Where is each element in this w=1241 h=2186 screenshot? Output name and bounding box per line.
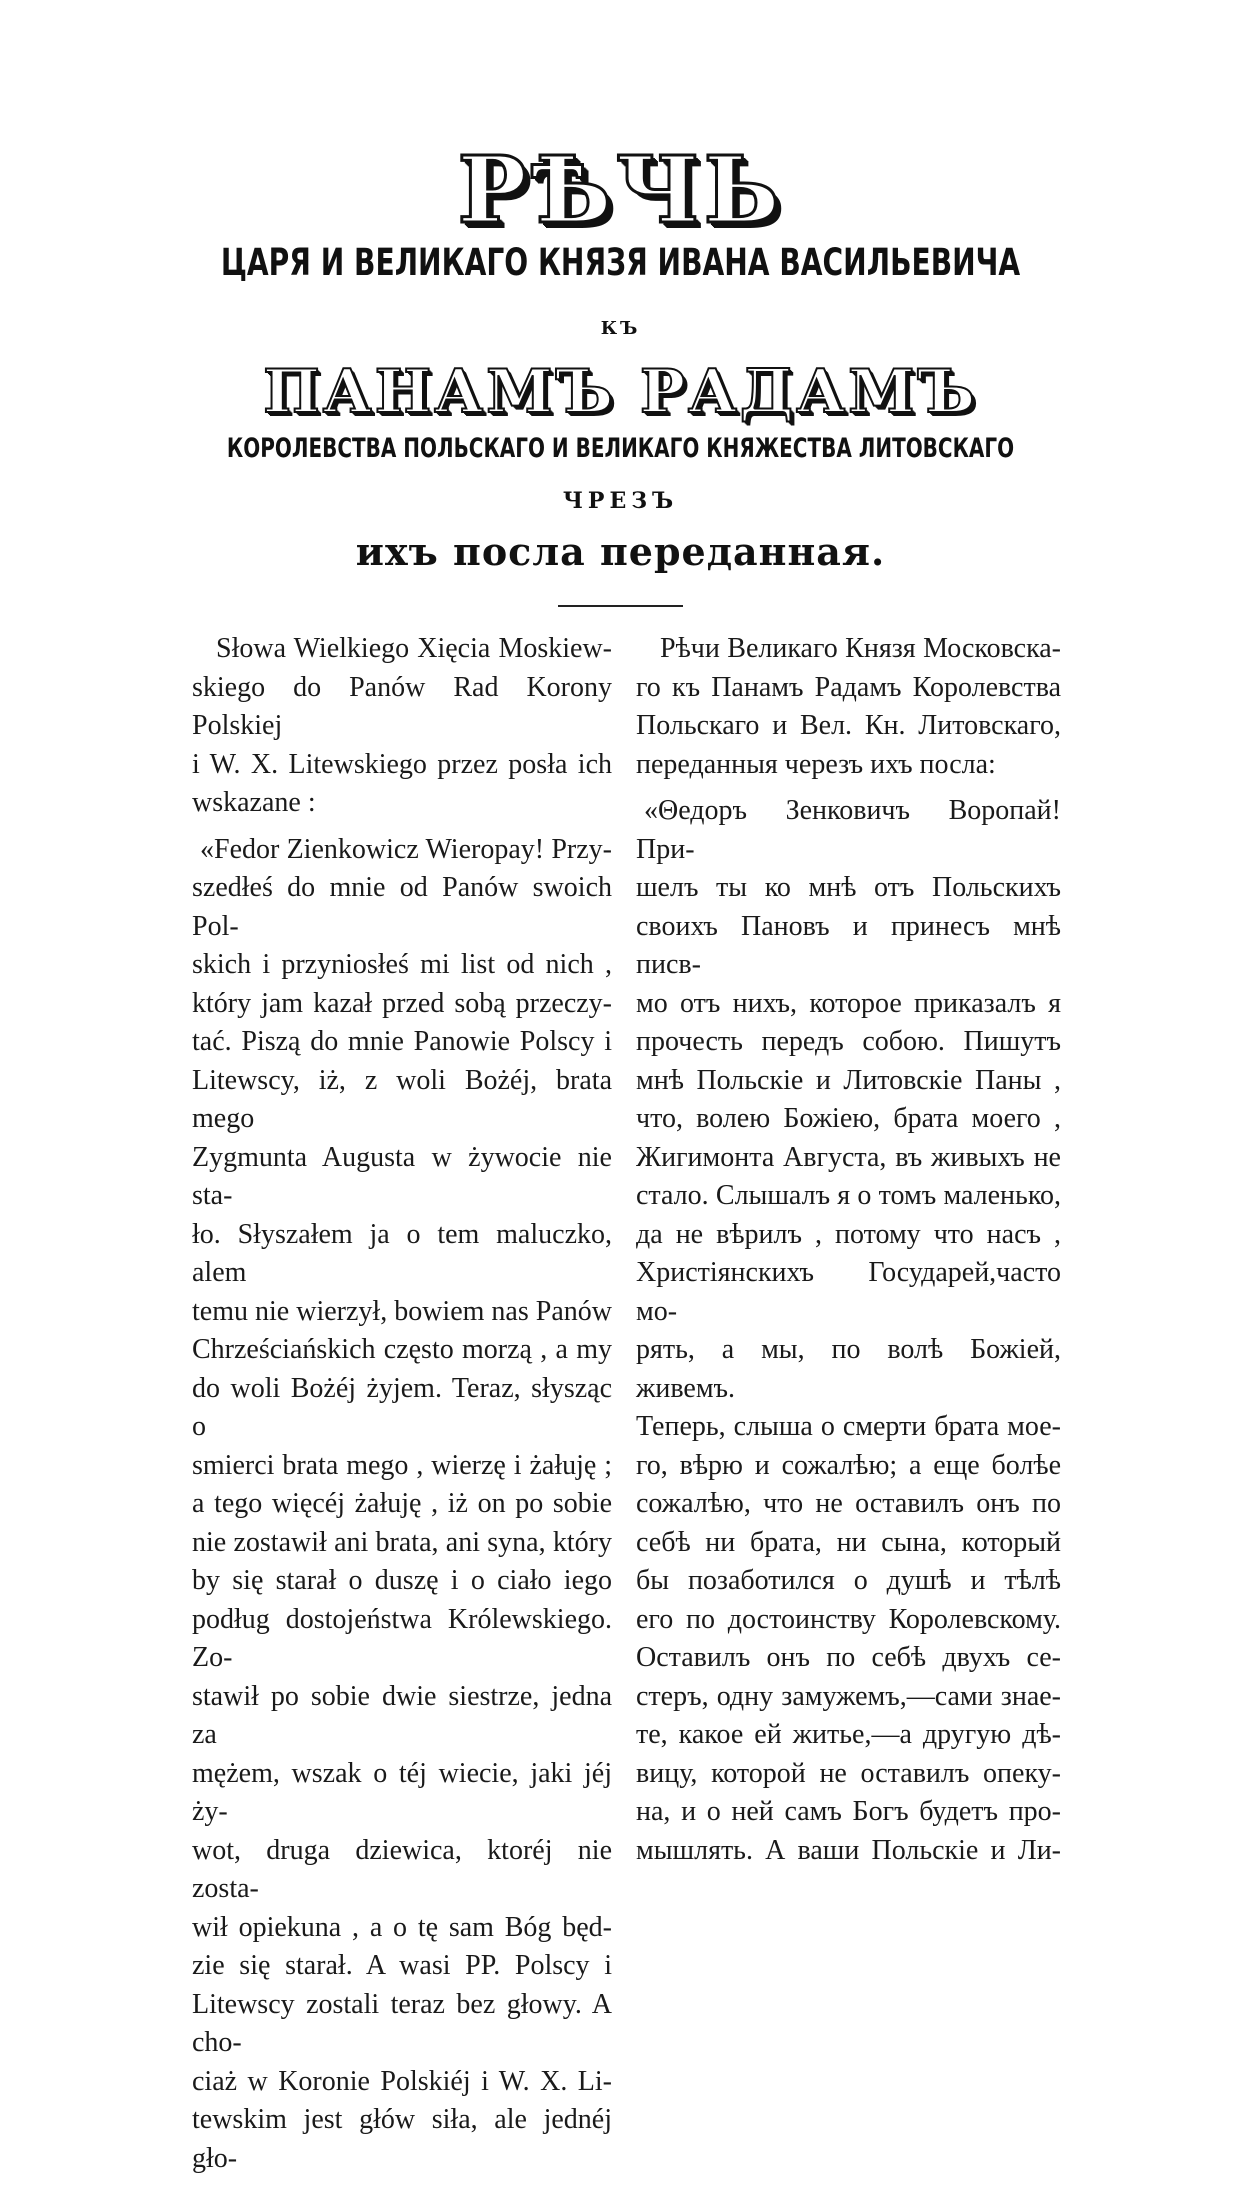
- text-line: Litewscy zostali teraz bez głowy. A cho-: [192, 1988, 612, 2058]
- text-line: ło. Słyszałem ja o tem maluczko, alem: [192, 1218, 612, 1288]
- text-line: skich i przyniosłeś mi list od nich ,: [192, 949, 612, 980]
- text-line: себѣ ни брата, ни сына, который: [636, 1526, 1061, 1558]
- text-line: «Θедоръ Зенковичъ Воропай! При-: [636, 795, 1061, 865]
- text-line: стеръ, одну замужемъ,—сами знае-: [636, 1680, 1061, 1712]
- document-subtitle: ЦАРЯ И ВЕЛИКАГО КНЯЗЯ ИВАНА ВАСИЛЬЕВИЧА: [220, 241, 1021, 284]
- text-line: своихъ Пановъ и принесъ мнѣ писв-: [636, 910, 1061, 980]
- text-line: i W. X. Litewskiego przez posła ich: [192, 748, 612, 780]
- text-line: który jam kazał przed sobą przeczy-: [192, 987, 612, 1019]
- title-realm: КОРОЛЕВСТВА ПОЛЬСКАГО И ВЕЛИКАГО КНЯЖЕСТВА ЛИТОВСКАГО: [226, 433, 1015, 464]
- text-line: те, какое ей житье,—а другую дѣ-: [636, 1719, 1061, 1750]
- text-line: do woli Bożéj żyjem. Teraz, słysząc o: [192, 1372, 612, 1442]
- text-line: wił opiekuna , a o tę sam Bóg będ-: [192, 1911, 612, 1943]
- text-line: что, волею Божіею, брата моего ,: [636, 1103, 1061, 1134]
- text-line: Оставилъ онъ по себѣ двухъ се-: [636, 1642, 1061, 1673]
- text-line: temu nie wierzył, bowiem nas Panów: [192, 1295, 612, 1327]
- text-line: го, вѣрю и сожалѣю; а еще болѣе: [636, 1449, 1061, 1481]
- text-line: прочесть передъ собою. Пишутъ: [636, 1026, 1061, 1057]
- russian-body: [636, 792, 1061, 1870]
- polish-heading: [192, 630, 612, 823]
- text-line: рять, а мы, по волѣ Божіей, живемъ.: [636, 1334, 1061, 1404]
- text-line: сожалѣю, что не оставилъ онъ по: [636, 1488, 1061, 1519]
- text-line: Жигимонта Августа, въ живыхъ не: [636, 1141, 1061, 1173]
- text-line: Zygmunta Augusta w żywocie nie sta-: [192, 1141, 612, 1211]
- title-delivered: ихъ посла переданная.: [355, 529, 886, 574]
- text-line: стало. Слышалъ я о томъ маленько,: [636, 1180, 1061, 1211]
- text-line: вицу, которой не оставилъ опеку-: [636, 1757, 1061, 1789]
- text-line: by się starał o duszę i o ciało iego: [192, 1565, 612, 1596]
- text-line: Chrześciańskich często morzą , a my: [192, 1334, 612, 1365]
- text-line: переданныя черезъ ихъ посла:: [636, 748, 996, 780]
- russian-heading: [636, 630, 1061, 784]
- text-line: мнѣ Польскіе и Литовскіе Паны ,: [636, 1064, 1061, 1096]
- text-line: на, и о ней самъ Богъ будетъ про-: [636, 1796, 1061, 1827]
- text-line: podług dostojeństwa Królewskiego. Zo-: [192, 1603, 612, 1673]
- text-line: a tego więcéj żałuję , iż on po sobie: [192, 1488, 612, 1519]
- polish-body: [192, 831, 612, 2179]
- text-line: stawił po sobie dwie siestrze, jedna za: [192, 1680, 612, 1750]
- text-line: smierci brata mego , wierzę i żałuję ;: [192, 1449, 612, 1481]
- text-line: nie zostawił ani brata, ani syna, który: [192, 1526, 612, 1558]
- text-line: szedłeś do mnie od Panów swoich Pol-: [192, 872, 612, 942]
- text-line: Słowa Wielkiego Xięcia Moskiew-: [216, 633, 612, 664]
- text-line: го къ Панамъ Радамъ Королевства: [636, 671, 1061, 703]
- title-addressee: ПАНАМЪ РАДАМЪ: [263, 357, 978, 427]
- text-line: mężem, wszak o téj wiecie, jaki jéj ży-: [192, 1757, 612, 1827]
- document-title: РѢЧЬ: [457, 136, 784, 244]
- text-line: его по достоинству Королевскому.: [636, 1603, 1061, 1635]
- russian-column: [636, 630, 1061, 1878]
- text-line: «Fedor Zienkowicz Wieropay! Przy-: [200, 833, 612, 865]
- text-line: Litewscy, iż, z woli Bożéj, brata mego: [192, 1064, 612, 1134]
- text-line: да не вѣрилъ , потому что насъ ,: [636, 1218, 1061, 1250]
- title-preposition: КЪ: [600, 318, 641, 339]
- text-line: мышлять. А ваши Польскіе и Ли-: [636, 1834, 1061, 1866]
- text-line: Христіянскихъ Государей,часто мо-: [636, 1257, 1061, 1327]
- text-line: wskazane :: [192, 787, 316, 818]
- polish-column: [192, 630, 612, 2186]
- text-line: Теперь, слыша о смерти брата мое-: [636, 1411, 1061, 1442]
- text-line: Рѣчи Великаго Князя Московска-: [660, 633, 1061, 664]
- text-line: skiego do Panów Rad Korony Polskiej: [192, 671, 612, 741]
- text-line: tewskim jest głów siła, ale jednéj gło-: [192, 2104, 612, 2174]
- text-line: мо отъ нихъ, которое приказалъ я: [636, 987, 1061, 1019]
- text-line: zie się starał. A wasi PP. Polscy i: [192, 1950, 612, 1981]
- text-line: шелъ ты ко мнѣ отъ Польскихъ: [636, 872, 1061, 903]
- text-line: ciaż w Koronie Polskiéj i W. X. Li-: [192, 2065, 612, 2097]
- title-divider: [558, 605, 683, 607]
- text-line: бы позаботился о душѣ и тѣлѣ: [636, 1565, 1061, 1596]
- title-cherez: ЧРЕЗЪ: [562, 488, 679, 514]
- text-line: wot, druga dziewica, ktoréj nie zosta-: [192, 1834, 612, 1904]
- text-line: tać. Piszą do mnie Panowie Polscy i: [192, 1026, 612, 1057]
- text-line: Польскаго и Вел. Кн. Литовскаго,: [636, 710, 1061, 741]
